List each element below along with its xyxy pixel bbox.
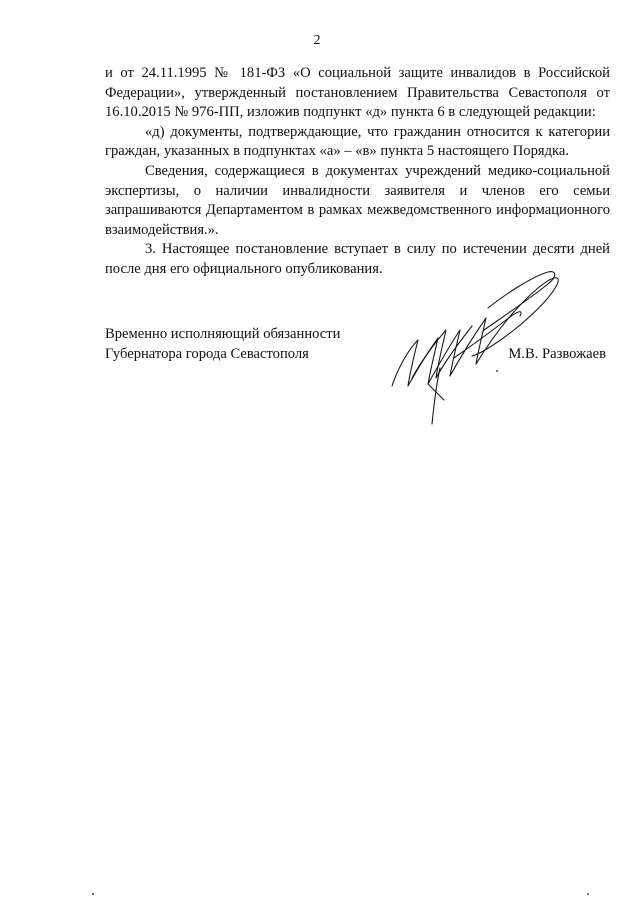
scan-speck	[587, 893, 589, 895]
signatory-position-line1: Временно исполняющий обязанности	[105, 326, 341, 342]
signatory-position	[105, 325, 340, 364]
page-number: 2	[313, 33, 321, 48]
paragraph-amendment-intro: и от 24.11.1995 № 181-ФЗ «О социальной защите инвалидов в Российской Федерации», утвержденный постановлением Правительства Севастополя от 16.10.2015 № 976-ПП, изложив подпункт «д» пункта 6 в следующей редакции:	[105, 65, 610, 121]
signatory-position-line2: Губернатора города Севастополя	[105, 345, 309, 362]
paragraph-effective-date: 3. Настоящее постановление вступает в силу по истечении десяти дней после дня его официального опубликования.	[105, 241, 610, 277]
document-body	[105, 64, 610, 280]
ink-dot	[496, 370, 498, 372]
scan-speck	[92, 893, 94, 895]
signatory-name: М.В. Развожаев	[508, 346, 606, 362]
paragraph-subitem-d: «д) документы, подтверждающие, что гражданин относится к категории граждан, указанных в подпунктах «а» – «в» пункта 5 настоящего Порядка.	[105, 123, 610, 160]
paragraph-mse-info: Сведения, содержащиеся в документах учреждений медико-социальной экспертизы, о наличии инвалидности заявителя и членов его семьи запрашиваются Департаментом в рамках межведомственного информационного взаимодействия.».	[105, 162, 610, 238]
